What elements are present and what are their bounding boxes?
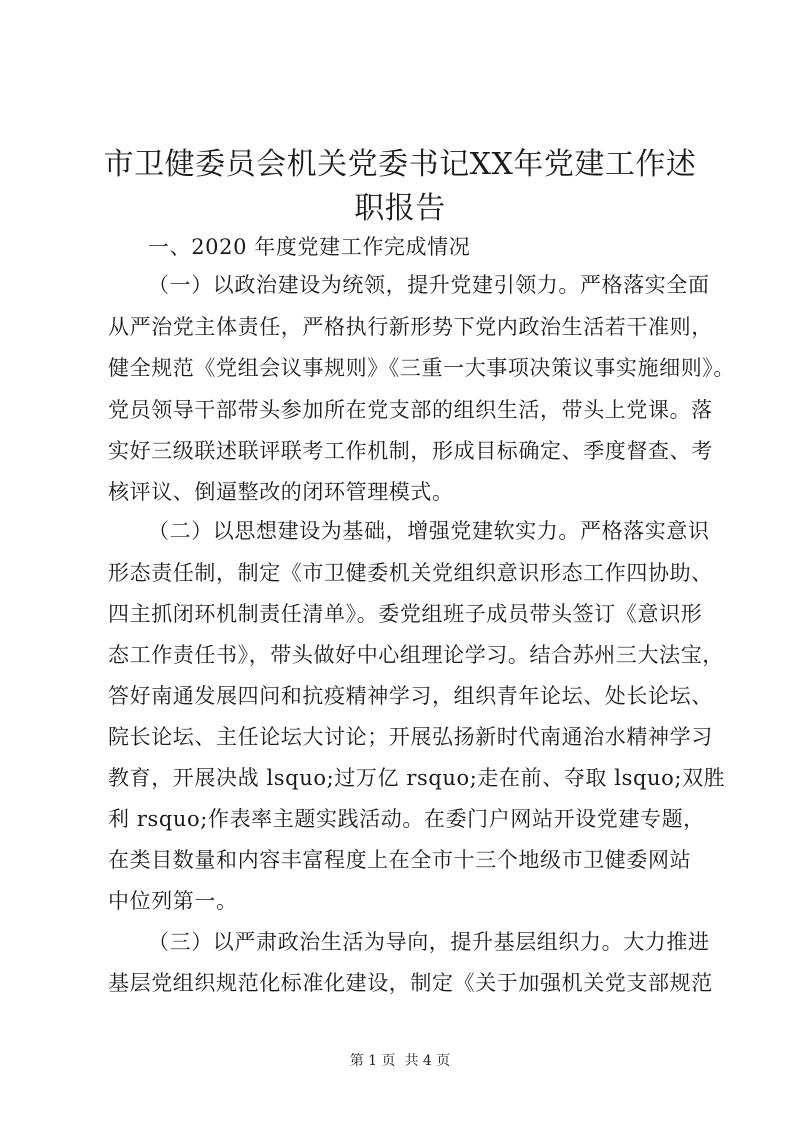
document-title-line-2: 职报告 [354,191,446,226]
paragraph-line: 态工作责任书》，带头做好中心组理论学习。结合苏州三大法宝， [108,643,724,667]
paragraph-line: 基层党组织规范化标准化建设，制定《关于加强机关党支部规范 [108,971,713,995]
document-title-line-1: 市卫健委员会机关党委书记XX年党建工作述 [103,147,697,182]
paragraph-line: 四主抓闭环机制责任清单》。委党组班子成员带头签订《意识形 [108,602,703,626]
paragraph-line: 核评议、倒逼整改的闭环管理模式。 [108,480,454,504]
paragraph-line: 利 rsquo;作表率主题实践活动。在委门户网站开设党建专题， [108,807,705,831]
paragraph-line: 从严治党主体责任，严格执行新形势下党内政治生活若干准则， [108,315,713,339]
paragraph-line: 党员领导干部带头参加所在党支部的组织生活，带头上党课。落 [108,398,713,422]
section-heading: 一、2020 年度党建工作完成情况 [148,235,471,259]
paragraph-line: （二）以思想建设为基础，增强党建软实力。严格落实意识 [148,519,710,543]
paragraph-line: 形态责任制，制定《市卫健委机关党组织意识形态工作四协助、 [108,561,713,585]
paragraph-line: 教育，开展决战 lsquo;过万亿 rsquo;走在前、夺取 lsquo;双胜 [108,766,726,790]
paragraph-line: 在类目数量和内容丰富程度上在全市十三个地级市卫健委网站 [108,848,692,872]
paragraph-line: 中位列第一。 [108,889,238,913]
paragraph-line: 健全规范《党组会议事规则》《三重一大事项决策议事实施细则》。 [108,356,735,380]
paragraph-line: （三）以严肃政治生活为导向，提升基层组织力。大力推进 [148,930,710,954]
paragraph-line: 实好三级联述联评联考工作机制，形成目标确定、季度督查、考 [108,439,713,463]
paragraph-line: 答好南通发展四问和抗疫精神学习，组织青年论坛、处长论坛、 [108,684,713,708]
page-number-footer: 第 1 页 共 4 页 [349,1053,451,1069]
paragraph-line: 院长论坛、主任论坛大讨论；开展弘扬新时代南通治水精神学习 [108,725,713,749]
paragraph-line: （一）以政治建设为统领，提升党建引领力。严格落实全面 [148,273,710,297]
